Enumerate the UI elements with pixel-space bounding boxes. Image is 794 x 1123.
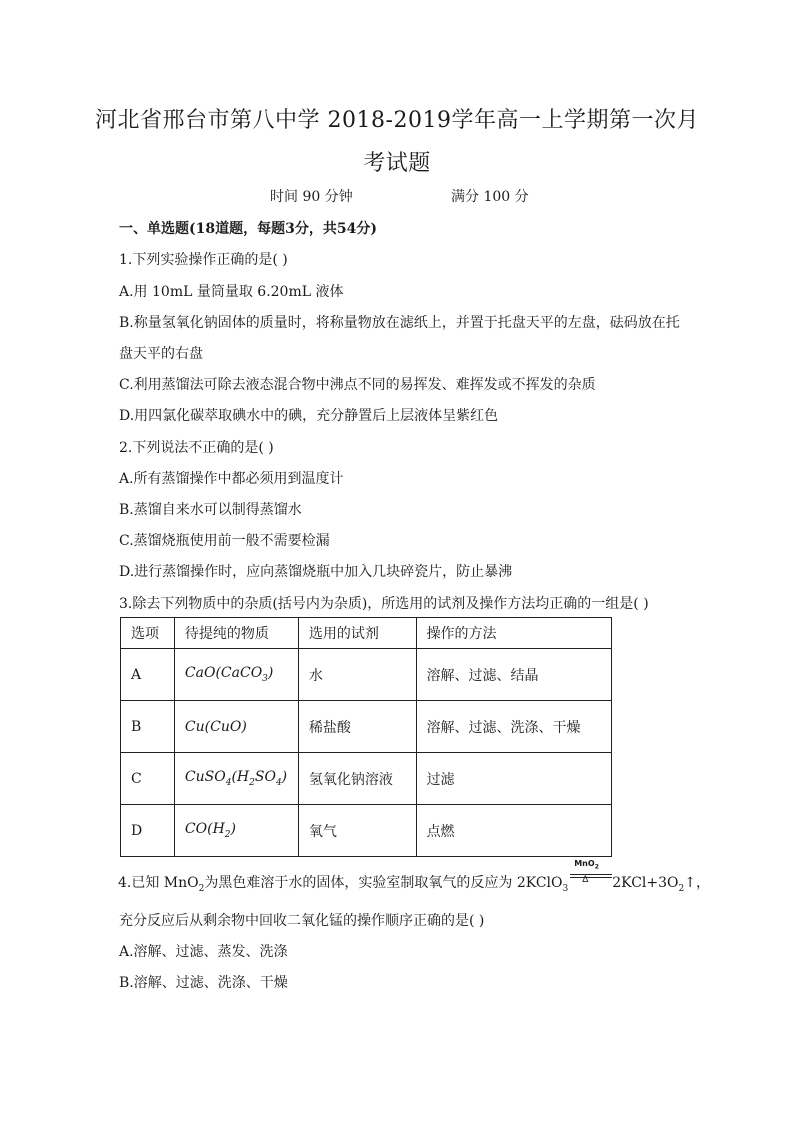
table-header-cell: 选项 xyxy=(121,618,175,649)
q1-option-a: A.用 10mL 量筒量取 6.20mL 液体 xyxy=(119,284,344,300)
q1-option-b-cont: 盘天平的右盘 xyxy=(119,346,203,362)
q4-stem-cont: 充分反应后从剩余物中回收二氧化锰的操作顺序正确的是( ) xyxy=(119,913,485,929)
table-header-cell: 选用的试剂 xyxy=(298,618,416,649)
exam-score: 满分 100 分 xyxy=(451,189,529,205)
table-header-cell: 待提纯的物质 xyxy=(174,618,298,649)
q3-stem: 3.除去下列物质中的杂质(括号内为杂质)，所选用的试剂及操作方法均正确的一组是( ) xyxy=(119,596,649,612)
q1-option-d: D.用四氯化碳萃取碘水中的碘，充分静置后上层液体呈紫红色 xyxy=(119,408,499,424)
table-row xyxy=(121,701,612,753)
q4-option-a: A.溶解、过滤、蒸发、洗涤 xyxy=(119,944,288,960)
reagent-cell: 水 xyxy=(298,649,416,701)
exam-time: 时间 90 分钟 xyxy=(270,189,353,205)
substance-cell: CaO(CaCO$_3$) xyxy=(174,649,298,701)
q2-option-a: A.所有蒸馏操作中都必须用到温度计 xyxy=(119,471,344,487)
method-cell: 点燃 xyxy=(416,805,611,857)
q1-option-c: C.利用蒸馏法可除去液态混合物中沸点不同的易挥发、难挥发或不挥发的杂质 xyxy=(119,377,596,393)
q2-option-d: D.进行蒸馏操作时，应向蒸馏烧瓶中加入几块碎瓷片，防止暴沸 xyxy=(119,564,513,580)
substance-cell: Cu(CuO) xyxy=(174,701,298,753)
substance-cell: $CO(H_2)$ xyxy=(174,805,298,857)
reagent-cell: 稀盐酸 xyxy=(298,701,416,753)
table-header-row xyxy=(121,618,612,649)
reaction-condition: MnO$_2$ Δ xyxy=(568,873,612,887)
method-cell: 溶解、过滤、结晶 xyxy=(416,649,611,701)
exam-title-line2: 考试题 xyxy=(363,151,431,176)
reagent-cell: 氢氧化钠溶液 xyxy=(298,753,416,805)
table-row xyxy=(121,753,612,805)
q2-stem: 2.下列说法不正确的是( ) xyxy=(119,440,274,456)
method-cell: 溶解、过滤、洗涤、干燥 xyxy=(416,701,611,753)
q4-option-b: B.溶解、过滤、洗涤、干燥 xyxy=(119,975,288,991)
table-header-cell: 操作的方法 xyxy=(416,618,611,649)
q2-option-c: C.蒸馏烧瓶使用前一般不需要检漏 xyxy=(119,533,330,549)
option-cell: B xyxy=(121,701,175,753)
substance-cell: $CuSO_4(H_2SO_4)$ xyxy=(174,753,298,805)
option-cell: A xyxy=(121,649,175,701)
method-cell: 过滤 xyxy=(416,753,611,805)
q1-option-b: B.称量氢氧化钠固体的质量时，将称量物放在滤纸上，并置于托盘天平的左盘，砝码放在托 xyxy=(119,315,680,331)
q2-option-b: B.蒸馏自来水可以制得蒸馏水 xyxy=(119,502,302,518)
table-row xyxy=(121,805,612,857)
reagent-cell: 氧气 xyxy=(298,805,416,857)
section-heading: 一、单选题(18道题，每题3分，共54分) xyxy=(119,221,377,237)
q1-stem: 1.下列实验操作正确的是( ) xyxy=(119,252,288,268)
q3-options-table xyxy=(120,617,612,857)
option-cell: C xyxy=(121,753,175,805)
table-row xyxy=(121,649,612,701)
exam-title-line1: 河北省邢台市第八中学 2018-2019学年高一上学期第一次月 xyxy=(95,108,699,133)
q4-stem: 4.已知 MnO$_2$为黑色难溶于水的固体，实验室制取氧气的反应为 2KClO$_3$ MnO$_2$ Δ $2KCl+3O_2↑$， xyxy=(118,859,710,894)
option-cell: D xyxy=(121,805,175,857)
